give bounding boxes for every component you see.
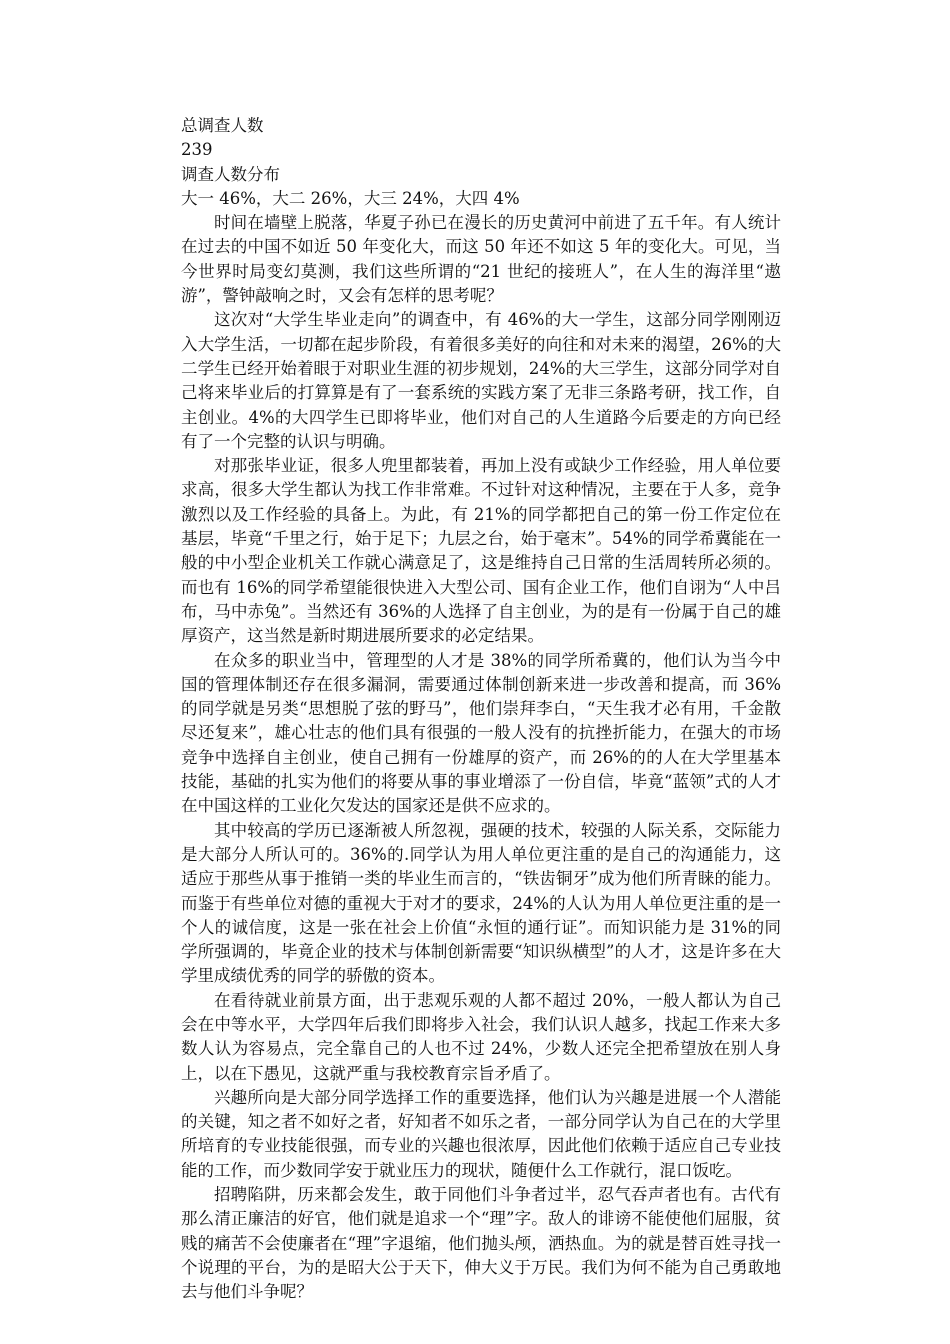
paragraph: 在看待就业前景方面，出于悲观乐观的人都不超过 20%，一般人都认为自己会在中等水平，大学四年后我们即将步入社会，我们认识人越多，找起工作来大多数人认为容易点，完全靠自己的人也不过 24%，少数人还完全把希望放在别人身上，以在下愚见，这就严重与我校教育宗旨矛盾了。 xyxy=(181,990,781,1083)
paragraph: 在众多的职业当中，管理型的人才是 38%的同学所希冀的，他们认为当今中国的管理体制还存在很多漏洞，需要通过体制创新来进一步改善和提高，而 36%的同学就是另类“思想脱了弦的野马”，他们崇拜李白，“天生我才必有用，千金散尽还复来”，雄心壮志的他们具有很强的一般人没有的抗挫折能力，在强大的市场竞争中选择自主创业，使自己拥有一份雄厚的资产，而 26%的的人在大学里基本技能，基础的扎实为他们的将要从事的事业增添了一份自信，毕竟“蓝领”式的人才在中国这样的工业化欠发达的国家还是供不应求的。 xyxy=(181,650,781,816)
paragraph: 其中较高的学历已逐渐被人所忽视，强硬的技术，较强的人际关系，交际能力是大部分人所认可的。36%的.同学认为用人单位更注重的是自己的沟通能力，这适应于那些从事于推销一类的毕业生而言的，“铁齿铜牙”成为他们所青睐的能力。而鉴于有些单位对德的重视大于对才的要求，24%的人认为用人单位更注重的是一个人的诚信度，这是一张在社会上价值“永恒的通行证”。而知识能力是 31%的同学所强调的，毕竟企业的技术与体制创新需要“知识纵横型”的人才，这是许多在大学里成绩优秀的同学的骄傲的资本。 xyxy=(181,820,781,986)
total-survey-value: 239 xyxy=(181,140,213,160)
document-body xyxy=(181,114,781,1305)
survey-distribution-value: 大一 46%，大二 26%，大三 24%，大四 4% xyxy=(181,188,520,208)
paragraph: 这次对“大学生毕业走向”的调查中，有 46%的大一学生，这部分同学刚刚迈入大学生活，一切都在起步阶段，有着很多美好的向往和对未来的渴望，26%的大二学生已经开始着眼于对职业生涯的初步规划，24%的大三学生，这部分同学对自己将来毕业后的打算算是有了一套系统的实践方案了无非三条路考研，找工作，自主创业。4%的大四学生已即将毕业，他们对自己的人生道路今后要走的方向已经有了一个完整的认识与明确。 xyxy=(181,310,781,451)
paragraph: 对那张毕业证，很多人兜里都装着，再加上没有或缺少工作经验，用人单位要求高，很多大学生都认为找工作非常难。不过针对这种情况，主要在于人多，竞争激烈以及工作经验的具备上。为此，有 21%的同学都把自己的第一份工作定位在基层，毕竟“千里之行，始于足下；九层之台，始于毫末”。54%的同学希冀能在一般的中小型企业机关工作就心满意足了，这是维持自己日常的生活周转所必须的。而也有 16%的同学希望能很快进入大型公司、国有企业工作，他们自诩为“人中吕布，马中赤兔”。当然还有 36%的人选择了自主创业，为的是有一份属于自己的雄厚资产，这当然是新时期进展所要求的必定结果。 xyxy=(181,456,781,646)
paragraph: 招聘陷阱，历来都会发生，敢于同他们斗争者过半，忍气吞声者也有。古代有那么清正廉洁的好官，他们就是追求一个“理”字。敌人的诽谤不能使他们屈服，贫贱的痛苦不会使廉者在“理”字退缩，他们抛头颅，洒热血。为的就是替百姓寻找一个说理的平台，为的是昭大公于天下，伸大义于万民。我们为何不能为自己勇敢地去与他们斗争呢？ xyxy=(181,1185,781,1302)
paragraph: 时间在墙壁上脱落，华夏子孙已在漫长的历史黄河中前进了五千年。有人统计在过去的中国不如近 50 年变化大，而这 50 年还不如这 5 年的变化大。可见，当今世界时局变幻莫测，我们这些所谓的“21 世纪的接班人”，在人生的海洋里“遨游”，警钟敲响之时，又会有怎样的思考呢？ xyxy=(181,213,781,306)
total-survey-label: 总调查人数 xyxy=(181,116,264,135)
survey-distribution-label: 调查人数分布 xyxy=(181,164,280,184)
paragraph: 兴趣所向是大部分同学选择工作的重要选择，他们认为兴趣是进展一个人潜能的关键，知之者不如好之者，好知者不如乐之者，一部分同学认为自己在的大学里所培育的专业技能很强，而专业的兴趣也很浓厚，因此他们依赖于适应自己专业技能的工作，而少数同学安于就业压力的现状，随便什么工作就行，混口饭吃。 xyxy=(181,1087,781,1180)
